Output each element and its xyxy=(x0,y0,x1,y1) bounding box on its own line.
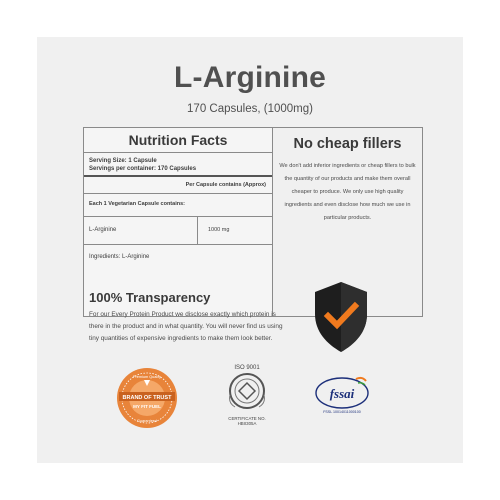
product-title: L-Arginine xyxy=(174,61,326,94)
brand-of-trust-badge xyxy=(115,366,179,430)
product-card xyxy=(37,37,463,463)
iso-title: ISO 9001 xyxy=(234,365,260,371)
iso-seal-graphic xyxy=(225,371,269,411)
brand-of-trust-top: Premium Quality xyxy=(132,375,162,379)
fssai-license: FSSL 10014011000100 xyxy=(323,410,361,414)
iso-cert-no: HBII305A xyxy=(237,421,257,426)
serving-info xyxy=(84,153,272,177)
iso-9001-seal xyxy=(214,365,280,435)
ingredients-line: Ingredients: L-Arginine xyxy=(89,254,150,260)
servings-per-container: Servings per container: 170 Capsules xyxy=(89,166,197,172)
nutrient-row xyxy=(84,217,272,245)
nutrition-facts-heading: Nutrition Facts xyxy=(84,128,272,153)
each-capsule-label: Each 1 Vegetarian Capsule contains: xyxy=(84,194,272,217)
serving-size: Serving Size: 1 Capsule xyxy=(89,158,157,164)
no-cheap-fillers-heading: No cheap fillers xyxy=(293,136,402,152)
brand-of-trust-band: BRAND OF TRUST xyxy=(122,395,172,401)
product-subtitle: 170 Capsules, (1000mg) xyxy=(187,103,313,115)
transparency-heading: 100% Transparency xyxy=(89,290,211,305)
nutrition-facts-panel xyxy=(83,127,273,317)
brand-of-trust-bottom: Guaranteed xyxy=(136,419,158,423)
fssai-wordmark: fssai xyxy=(329,386,355,401)
shield-check-icon xyxy=(311,280,371,354)
per-capsule-label: Per Capsule contains (Approx) xyxy=(84,177,272,194)
brand-of-trust-name: MY FIT FUEL xyxy=(133,404,161,409)
no-cheap-fillers-text: We don't add inferior ingredients or cheap fillers to bulk the quantity of our products and make them overall cheaper to produce. We only use high quality ingredients and even disclose how much we use in particular products. xyxy=(279,163,416,221)
iso-cert-label: CERTIFICATE NO. xyxy=(228,416,266,421)
nutrient-amount: 1000 mg xyxy=(208,227,230,233)
nutrient-name: L-Arginine xyxy=(84,217,198,244)
transparency-text: For our Every Protein Product we disclose exactly which protein is there in the product and in what quantity. You will never find us using tiny quantities of expensive ingredients to make them look better. xyxy=(89,311,283,342)
fssai-logo xyxy=(312,375,372,415)
